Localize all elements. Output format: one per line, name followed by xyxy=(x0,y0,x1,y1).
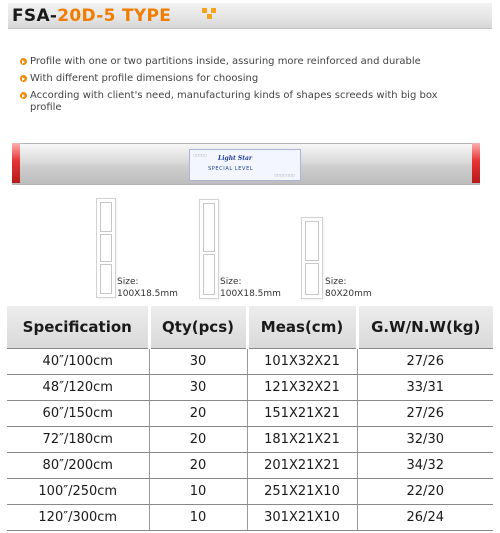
cell-meas: 251X21X10 xyxy=(247,479,357,505)
cell-meas: 151X21X21 xyxy=(247,401,357,427)
profile-cross-section-1 xyxy=(96,198,116,298)
title-bar xyxy=(8,3,492,29)
column-header-qty: Qty(pcs) xyxy=(149,306,247,349)
cell-weight: 32/30 xyxy=(357,427,493,453)
cell-qty: 10 xyxy=(149,479,247,505)
cell-meas: 201X21X21 xyxy=(247,453,357,479)
column-header-weight: G.W/N.W(kg) xyxy=(357,306,493,349)
specification-table xyxy=(7,306,493,531)
profile-cross-section-3 xyxy=(301,217,323,299)
column-header-specification: Specification xyxy=(7,306,149,349)
orange-bullet-icon xyxy=(20,58,27,65)
cell-qty: 30 xyxy=(149,349,247,375)
cell-meas: 121X32X21 xyxy=(247,375,357,401)
feature-item xyxy=(20,90,440,114)
bar-end-cap-right xyxy=(472,143,480,183)
table-row xyxy=(7,375,493,401)
screed-bar-image xyxy=(12,143,480,185)
profile-cross-section-2 xyxy=(199,199,219,299)
brand-logo: Light Star xyxy=(218,155,253,162)
profile-size-1: Size: 100X18.5mm xyxy=(117,277,178,299)
cell-qty: 20 xyxy=(149,453,247,479)
cell-specification: 60″/150cm xyxy=(7,401,149,427)
cell-weight: 33/31 xyxy=(357,375,493,401)
cell-weight: 34/32 xyxy=(357,453,493,479)
table-row xyxy=(7,349,493,375)
cell-qty: 20 xyxy=(149,427,247,453)
cell-meas: 301X21X10 xyxy=(247,505,357,531)
cell-weight: 27/26 xyxy=(357,349,493,375)
profile-size-3: Size: 80X20mm xyxy=(325,277,372,299)
bar-end-cap-left xyxy=(12,143,20,183)
feature-text: According with client's need, manufacturing kinds of shapes screeds with big box profile xyxy=(30,90,438,113)
table-row xyxy=(7,427,493,453)
feature-text: Profile with one or two partitions inside, assuring more reinforced and durable xyxy=(30,56,421,67)
cell-meas: 181X21X21 xyxy=(247,427,357,453)
cell-specification: 80″/200cm xyxy=(7,453,149,479)
cell-weight: 22/20 xyxy=(357,479,493,505)
feature-item xyxy=(20,73,440,85)
title-prefix: FSA- xyxy=(12,6,58,26)
cell-weight: 27/26 xyxy=(357,401,493,427)
profile-size-2: Size: 100X18.5mm xyxy=(220,277,281,299)
cell-specification: 72″/180cm xyxy=(7,427,149,453)
feature-list xyxy=(20,56,440,119)
table-row xyxy=(7,479,493,505)
cell-specification: 120″/300cm xyxy=(7,505,149,531)
table-header-row xyxy=(7,306,493,349)
orange-bullet-icon xyxy=(20,92,27,99)
feature-item xyxy=(20,56,440,68)
bar-sticker: □□□□□ Light Star SPECIAL LEVEL □□□□ □□□ xyxy=(189,149,301,181)
page-title xyxy=(12,6,171,26)
table-row xyxy=(7,453,493,479)
cell-weight: 26/24 xyxy=(357,505,493,531)
cell-meas: 101X32X21 xyxy=(247,349,357,375)
cell-specification: 40″/100cm xyxy=(7,349,149,375)
sticker-text: SPECIAL LEVEL xyxy=(208,166,254,172)
table-row xyxy=(7,401,493,427)
orange-squares-icon xyxy=(202,8,216,20)
cell-specification: 100″/250cm xyxy=(7,479,149,505)
cell-qty: 30 xyxy=(149,375,247,401)
cell-specification: 48″/120cm xyxy=(7,375,149,401)
feature-text: With different profile dimensions for choosing xyxy=(30,73,259,84)
column-header-meas: Meas(cm) xyxy=(247,306,357,349)
cell-qty: 10 xyxy=(149,505,247,531)
orange-bullet-icon xyxy=(20,75,27,82)
cell-qty: 20 xyxy=(149,401,247,427)
title-model: 20D-5 TYPE xyxy=(57,6,172,26)
table-row xyxy=(7,505,493,531)
